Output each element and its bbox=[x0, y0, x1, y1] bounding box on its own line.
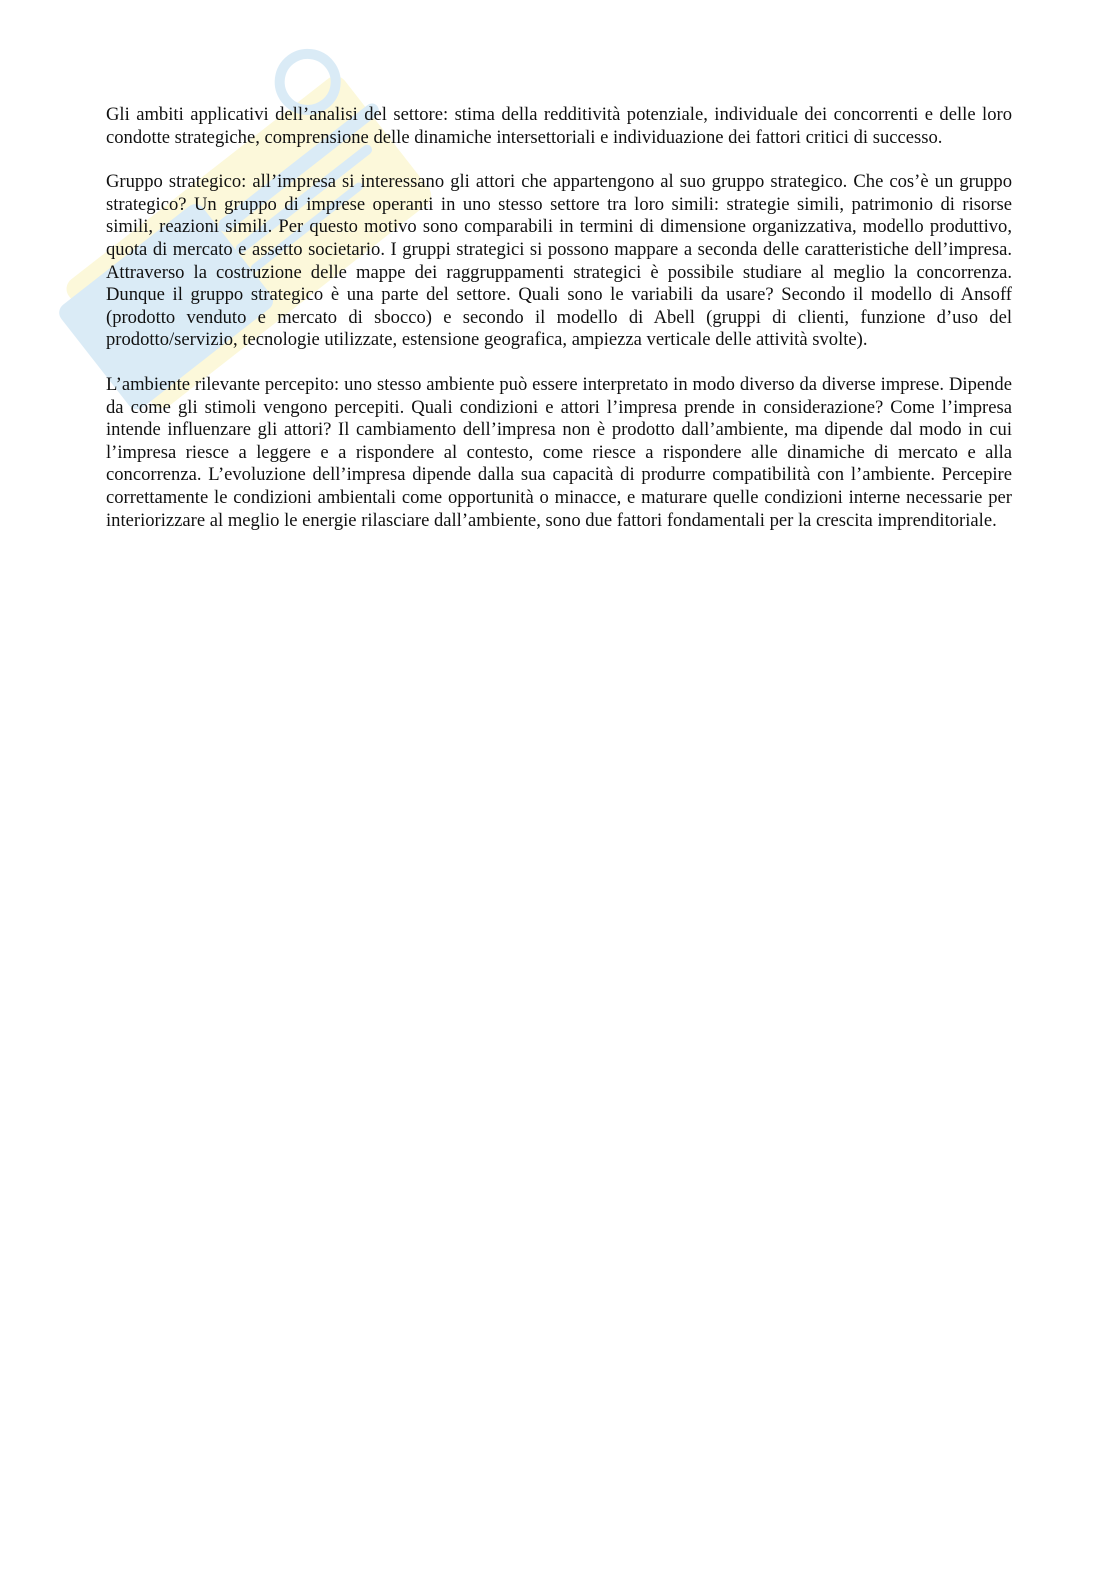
document-body bbox=[106, 104, 1012, 554]
paragraph-analisi-settore: Gli ambiti applicativi dell’analisi del settore: stima della redditività potenziale, individuale dei concorrenti e delle loro condotte strategiche, comprensione delle dinamiche intersettoriali e individuazione dei fattori critici di successo. bbox=[106, 104, 1012, 148]
paragraph-ambiente-percepito: L’ambiente rilevante percepito: uno stesso ambiente può essere interpretato in modo diverso da diverse imprese. Dipende da come gli stimoli vengono percepiti. Quali condizioni e attori l’impresa prende in considerazione? Come l’impresa intende influenzare gli attori? Il cambiamento dell’impresa non è prodotto dall’ambiente, ma dipende dal modo in cui l’impresa riesce a leggere e a rispondere al contesto, come riesce a rispondere alle dinamiche di mercato e alla concorrenza. L’evoluzione dell’impresa dipende dalla sua capacità di produrre compatibilità con l’ambiente. Percepire correttamente le condizioni ambientali come opportunità o minacce, e maturare quelle condizioni interne necessarie per interiorizzare al meglio le energie rilasciare dall’ambiente, sono due fattori fondamentali per la crescita imprenditoriale. bbox=[106, 373, 1012, 531]
paragraph-gruppo-strategico: Gruppo strategico: all’impresa si interessano gli attori che appartengono al suo gruppo strategico. Che cos’è un gruppo strategico? Un gruppo di imprese operanti in uno stesso settore tra loro simili: strategie simili, patrimonio di risorse simili, reazioni simili. Per questo motivo sono comparabili in termini di dimensione organizzativa, modello produttivo, quota di mercato e assetto societario. I gruppi strategici si possono mappare a seconda delle caratteristiche dell’impresa. Attraverso la costruzione delle mappe dei raggruppamenti strategici è possibile studiare al meglio la concorrenza. Dunque il gruppo strategico è una parte del settore. Quali sono le variabili da usare? Secondo il modello di Ansoff (prodotto venduto e mercato di sbocco) e secondo il modello di Abell (gruppi di clienti, funzione d’uso del prodotto/servizio, tecnologie utilizzate, estensione geografica, ampiezza verticale delle attività svolte). bbox=[106, 171, 1012, 351]
